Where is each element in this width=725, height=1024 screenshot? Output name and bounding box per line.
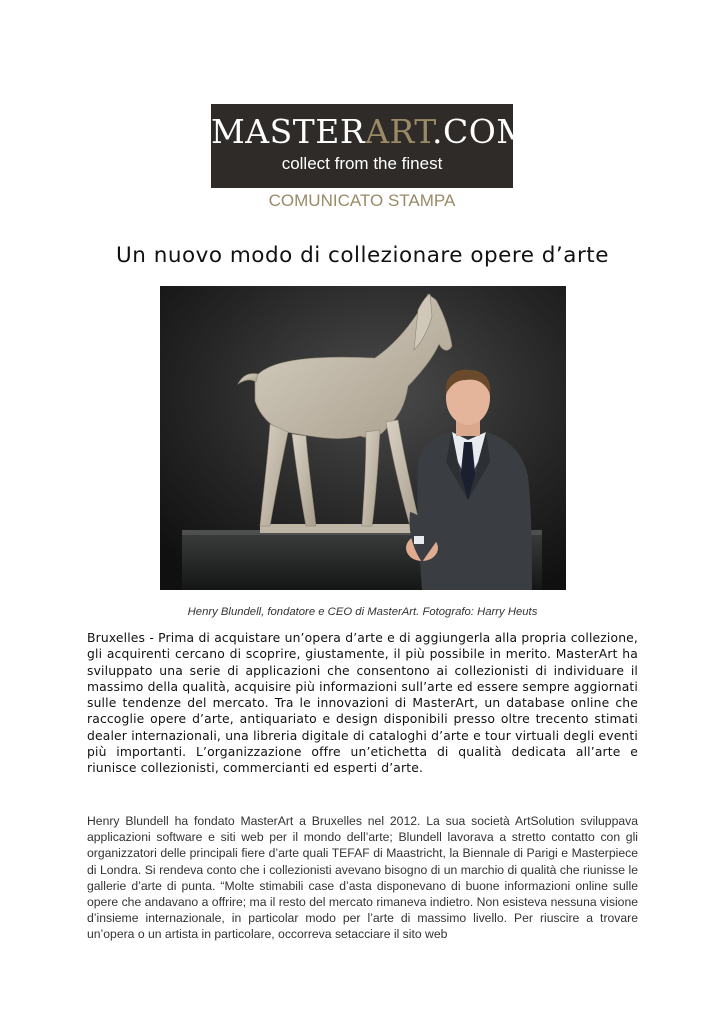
photo-caption: Henry Blundell, fondatore e CEO di MasterArt. Fotografo: Harry Heuts [187, 606, 538, 618]
logo-wordmark-accent: ART [365, 112, 432, 151]
masterart-logo [211, 104, 531, 188]
photo-horse-sculpture-and-man [160, 286, 566, 590]
logo-wordmark [211, 112, 531, 152]
page-title: Un nuovo modo di collezionare opere d’arte [116, 243, 609, 268]
body-paragraph: Henry Blundell ha fondato MasterArt a Bruxelles nel 2012. La sua società ArtSolution sviluppava applicazioni software e siti web per il mondo dell’arte; Blundell lavorava a stretto contatto con gli organizzatori delle principali fiere d’arte quali TEFAF di Maastricht, la Biennale di Parigi e Masterpiece di Londra. Si rendeva conto che i collezionisti avevano bisogno di un marchio di qualità che riunisse le gallerie d’arte di punta. “Molte stimabili case d’asta disponevano di buone informazioni online sulle opere che andavano a offrire; ma il resto del mercato rimaneva indietro. Non esisteva nessuna visione d’insieme internazionale, in particolar modo per l’arte di massimo livello. Per riuscire a trovare un’opera o un artista in particolare, occorreva setacciare il sito web [87, 814, 638, 942]
press-release-label: COMUNICATO STAMPA [268, 191, 456, 210]
logo-tagline: collect from the finest [281, 154, 443, 173]
intro-paragraph: Bruxelles - Prima di acquistare un’opera d’arte e di aggiungerla alla propria collezione, gli acquirenti cercano di scoprire, giustamente, il più possibile in merito. MasterArt ha sviluppato una serie di applicazioni che consentono ai collezionisti di individuare il massimo della qualità, acquisire più informazioni sull’arte ed essere sempre aggiornati sulle tendenze del mercato. Tra le innovazioni di MasterArt, un database online che raccoglie opere d’arte, antiquariato e design disponibili presso oltre trecento stimati dealer internazionali, una libreria digitale di cataloghi d’arte e tour virtuali degli eventi più importanti. L’organizzazione offre un’etichetta di qualità dedicata all’arte e riunisce collezionisti, commercianti ed esperti d’arte. [87, 631, 638, 776]
logo-wordmark-suffix: .COM [431, 112, 531, 151]
horse-base [260, 524, 420, 533]
logo-wordmark-prefix: MASTER [211, 112, 366, 151]
